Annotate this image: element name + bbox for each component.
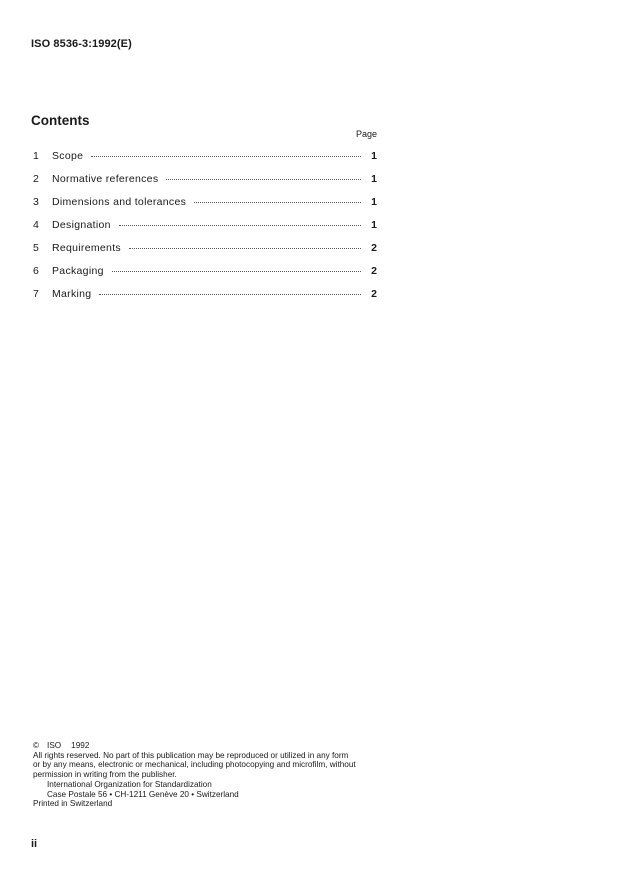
- dot-leader: [112, 271, 361, 272]
- toc-entry-title: Scope: [52, 150, 84, 162]
- table-of-contents: [33, 150, 377, 311]
- copyright-org: ISO: [47, 741, 62, 750]
- toc-entry-number: 6: [33, 265, 39, 277]
- rights-text-line-3: permission in writing from the publisher.: [33, 770, 177, 780]
- rights-text-line-2: or by any means, electronic or mechanical, including photocopying and microfilm, without: [33, 760, 356, 770]
- dot-leader: [91, 156, 361, 157]
- toc-entry-page: 1: [371, 196, 377, 208]
- copyright-line: [33, 741, 383, 751]
- toc-entry-requirements[interactable]: [33, 242, 377, 265]
- copyright-symbol: ©: [33, 741, 40, 750]
- toc-entry-number: 4: [33, 219, 39, 231]
- toc-entry-title: Marking: [52, 288, 92, 300]
- copyright-notice: [33, 741, 383, 809]
- toc-entry-marking[interactable]: [33, 288, 377, 311]
- toc-entry-number: 2: [33, 173, 39, 185]
- page-number: ii: [31, 838, 38, 850]
- toc-entry-number: 5: [33, 242, 39, 254]
- toc-entry-title: Designation: [52, 219, 111, 231]
- toc-entry-page: 1: [371, 219, 377, 231]
- toc-entry-scope[interactable]: [33, 150, 377, 173]
- toc-entry-page: 1: [371, 173, 377, 185]
- toc-entry-number: 3: [33, 196, 39, 208]
- page-column-label: Page: [355, 129, 377, 139]
- toc-entry-normative-references[interactable]: [33, 173, 377, 196]
- toc-entry-designation[interactable]: [33, 219, 377, 242]
- dot-leader: [119, 225, 361, 226]
- dot-leader: [99, 294, 361, 295]
- address-line-1: International Organization for Standardization: [47, 779, 212, 789]
- toc-entry-title: Packaging: [52, 265, 104, 277]
- toc-entry-page: 2: [371, 265, 377, 277]
- toc-entry-number: 7: [33, 288, 39, 300]
- toc-entry-title: Normative references: [52, 173, 159, 185]
- toc-entry-packaging[interactable]: [33, 265, 377, 288]
- dot-leader: [166, 179, 361, 180]
- toc-entry-page: 2: [371, 288, 377, 300]
- document-identifier: ISO 8536-3:1992(E): [31, 38, 132, 50]
- toc-entry-title: Requirements: [52, 242, 121, 254]
- contents-heading: Contents: [31, 113, 90, 128]
- copyright-year: 1992: [71, 741, 90, 750]
- dot-leader: [129, 248, 361, 249]
- toc-entry-dimensions-and-tolerances[interactable]: [33, 196, 377, 219]
- rights-text-line-1: All rights reserved. No part of this publication may be reproduced or utilized in any form: [33, 750, 349, 760]
- toc-entry-page: 1: [371, 150, 377, 162]
- toc-entry-number: 1: [33, 150, 39, 162]
- address-line-2: Case Postale 56 • CH-1211 Genève 20 • Switzerland: [47, 789, 239, 799]
- toc-entry-title: Dimensions and tolerances: [52, 196, 187, 208]
- dot-leader: [194, 202, 361, 203]
- printed-in: Printed in Switzerland: [33, 799, 113, 809]
- toc-entry-page: 2: [371, 242, 377, 254]
